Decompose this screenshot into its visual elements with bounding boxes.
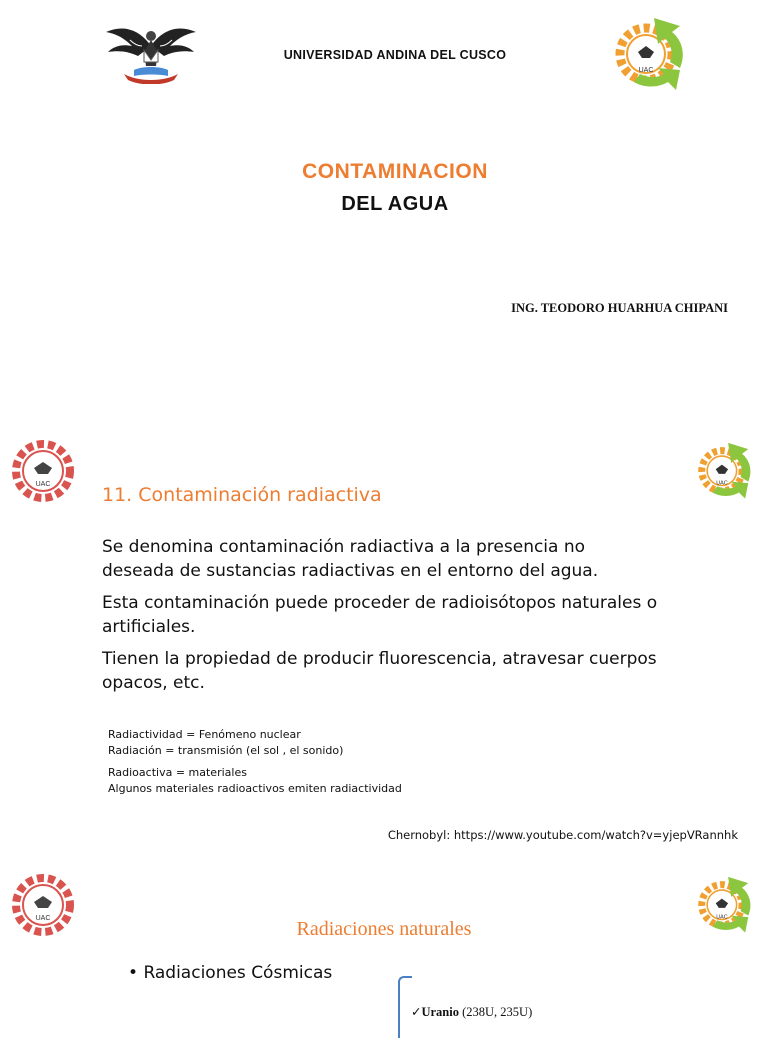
uac-gear-recycle-icon [694, 438, 756, 502]
title-slide [0, 0, 768, 410]
title-line-2: DEL AGUA [341, 193, 449, 215]
svg-text:UAC: UAC [35, 915, 51, 922]
uranio-label: Uranio [421, 1005, 459, 1019]
bullet-cosmic [128, 963, 332, 983]
bullet-cosmic-text: Radiaciones Cósmicas [143, 963, 333, 983]
bracket-connector [398, 976, 412, 1038]
section-heading: 11. Contaminación radiactiva [102, 484, 382, 506]
uac-gear-recycle-icon [610, 14, 690, 92]
note-radioactiva: Radioactiva = materiales [108, 766, 247, 779]
chernobyl-link[interactable]: Chernobyl: https://www.youtube.com/watch?v=yjepVRannhk [387, 828, 738, 842]
paragraph-definition: Se denomina contaminación radiactiva a la presencia no deseada de sustancias radiactivas en el entorno del agua. [102, 537, 599, 581]
natural-radiation-slide [0, 848, 768, 1024]
note-radiactividad: Radiactividad = Fenómeno nuclear [108, 728, 301, 741]
uranio-isotopes: (238U, 235U) [458, 1005, 533, 1019]
bullet-dot-icon: • [128, 963, 139, 983]
svg-text:UAC: UAC [716, 480, 728, 487]
title-line-1: CONTAMINACION [302, 160, 488, 183]
note-radiacion: Radiación = transmisión (el sol , el sonido) [108, 744, 344, 757]
uranio-item [411, 1004, 532, 1020]
author-name: ING. TEODORO HUARHUA CHIPANI [511, 301, 728, 315]
university-name: UNIVERSIDAD ANDINA DEL CUSCO [283, 48, 507, 62]
uac-gear-red-icon [10, 438, 76, 504]
paragraph-properties: Tienen la propiedad de producir fluorescencia, atravesar cuerpos opacos, etc. [102, 649, 657, 693]
svg-text:UAC: UAC [716, 914, 728, 921]
paragraph-origin: Esta contaminación puede proceder de radioisótopos naturales o artificiales. [102, 593, 658, 637]
content-slide [0, 418, 768, 842]
note-materiales: Algunos materiales radioactivos emiten radiactividad [108, 782, 402, 795]
svg-text:UAC: UAC [35, 481, 51, 488]
check-icon: ✓ [411, 1005, 422, 1019]
svg-text:UAC: UAC [638, 67, 654, 74]
natural-radiation-heading: Radiaciones naturales [296, 918, 472, 940]
